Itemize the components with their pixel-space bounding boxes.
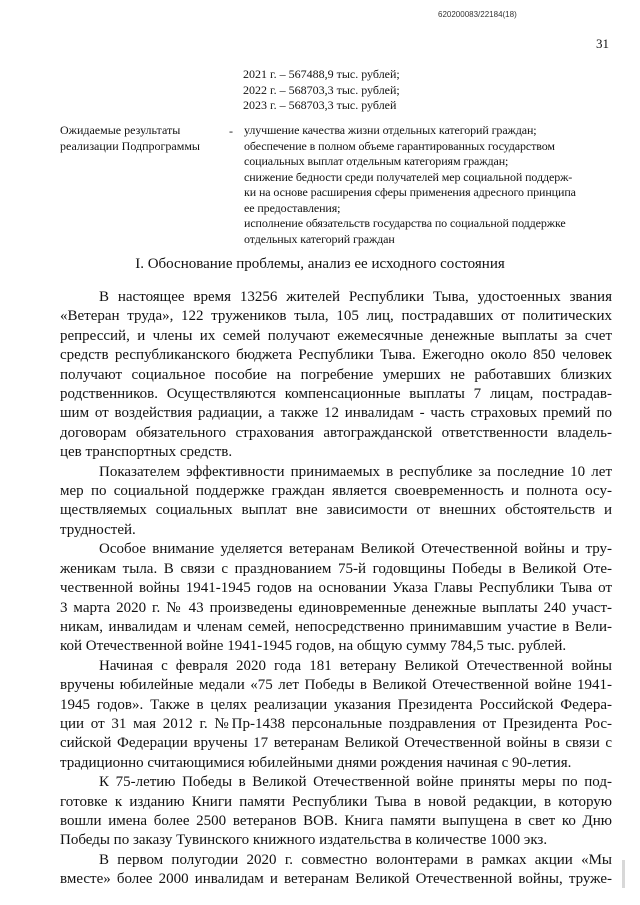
text-line: родственников. Осуществляются компенсационные выплаты 7 лицам, пострадав- — [60, 386, 612, 403]
text-line: традиционно считающимися юбилейными днями рождения начиная с 90-летия. — [60, 754, 572, 771]
results-dash: - — [229, 124, 233, 138]
text-line: трудностей. — [60, 521, 136, 538]
text-line: вручены юбилейные медали «75 лет Победы в Великой Отечественной войне 1941- — [60, 677, 612, 694]
funding-line: 2022 г. – 568703,3 тыс. рублей; — [243, 82, 400, 97]
text-line: Особое внимание уделяется ветеранам Великой Отечественной войны и тру- — [99, 541, 612, 558]
text-line: ции от 31 мая 2012 г. №Пр-1438 персональные поздравления от Президента Рос- — [60, 715, 612, 732]
result-line: улучшение качества жизни отдельных категорий граждан; — [244, 123, 537, 137]
body-text — [60, 288, 612, 890]
funding-line: 2023 г. – 568703,3 тыс. рублей — [243, 98, 397, 112]
expected-results-list — [244, 123, 596, 247]
text-line: ществляемых социальных выплат вне зависимости от внешних обстоятельств и — [60, 502, 612, 519]
text-line: сийской Федерации вручены 17 ветеранам Великой Отечественной войны в связи с — [60, 735, 612, 752]
funding-by-year — [243, 67, 400, 114]
text-line: получают социальное пособие на погребение умерших не работавших близких — [60, 366, 612, 383]
text-line: шим от воздействия радиации, а также 12 инвалидам - часть страховых премий по — [60, 405, 612, 422]
text-line: цев транспортных средств. — [60, 444, 233, 461]
text-line: 3 марта 2020 г. № 43 произведены единовременные денежные выплаты 240 участ- — [60, 599, 612, 616]
paragraph — [60, 288, 612, 463]
text-line: Начиная с февраля 2020 года 181 ветерану Великой Отечественной войны — [99, 657, 612, 674]
paragraph — [60, 851, 612, 890]
paragraph — [60, 773, 612, 851]
text-line: средств республиканского бюджета Республики Тыва. Ежегодно около 850 человек — [60, 347, 612, 364]
funding-line: 2021 г. – 567488,9 тыс. рублей; — [243, 67, 400, 81]
text-line: чественной войны 1941-1945 годов на основании Указа Главы Республики Тыва от — [60, 580, 612, 597]
text-line: вошли имена более 2500 ветеранов ВОВ. Книга памяти выпущена в свет ко Дню — [60, 812, 612, 829]
label-line: реализации Подпрограммы — [60, 138, 200, 153]
label-line: Ожидаемые результаты — [60, 123, 181, 137]
text-line: готовке к изданию Книги памяти Республики Тыва в новой редакции, в которую — [60, 793, 612, 810]
result-line: обеспечение в полном объеме гарантированных государством — [244, 138, 555, 153]
scan-edge-mark — [622, 860, 625, 888]
section-heading: I. Обоснование проблемы, анализ ее исходного состояния — [135, 256, 505, 272]
document-id: 620200083/22184(18) — [438, 10, 517, 19]
text-line: договорам обязательного страхования автогражданской ответственности владель- — [60, 424, 612, 441]
result-line: ки на основе расширения сферы применения адресного принципа — [244, 185, 576, 199]
text-line: репрессий, и члены их семей получают ежемесячные денежные выплаты за счет — [60, 327, 612, 344]
result-line: ее предоставления; — [244, 200, 341, 215]
text-line: никам, инвалидам и членам семей, непосредственно принимавшим участие в Вели- — [60, 618, 612, 635]
text-line: кой Отечественной войне 1941-1945 годов, на общую сумму 784,5 тыс. рублей. — [60, 638, 567, 655]
result-line: социальных выплат отдельным категориям граждан; — [244, 154, 509, 168]
text-line: Победы по заказу Тувинского книжного издательства в количестве 1000 экз. — [60, 832, 548, 849]
paragraph — [60, 657, 612, 773]
text-line: «Ветеран труда», 122 тружеников тыла, 105 лиц, пострадавших от политических — [60, 308, 612, 325]
result-line: снижение бедности среди получателей мер социальной поддерж- — [244, 169, 573, 184]
text-line: К 75-летию Победы в Великой Отечественной войне приняты меры по под- — [99, 774, 612, 791]
result-line: отдельных категорий граждан — [244, 231, 395, 246]
text-line: мер по социальной поддержке граждан является своевременность и полнота осу- — [60, 483, 612, 500]
paragraph — [60, 463, 612, 541]
result-line: исполнение обязательств государства по социальной поддержке — [244, 216, 566, 230]
text-line: 1945 годов». Также в целях реализации указания Президента Российской Федера- — [60, 696, 612, 713]
text-line: женикам тыла. В связи с празднованием 75-й годовщины Победы в Великой Оте- — [60, 560, 612, 577]
text-line: В первом полугодии 2020 г. совместно волонтерами в рамках акции «Мы — [99, 851, 612, 868]
text-line: Показателем эффективности принимаемых в республике за последние 10 лет — [99, 463, 612, 480]
text-line: В настоящее время 13256 жителей Республики Тыва, удостоенных звания — [99, 289, 612, 305]
paragraph — [60, 540, 612, 656]
text-line: вместе» более 2000 инвалидам и ветеранам Великой Отечественной войны, труже- — [60, 871, 612, 888]
expected-results-label — [60, 123, 200, 154]
page-number: 31 — [596, 36, 609, 51]
